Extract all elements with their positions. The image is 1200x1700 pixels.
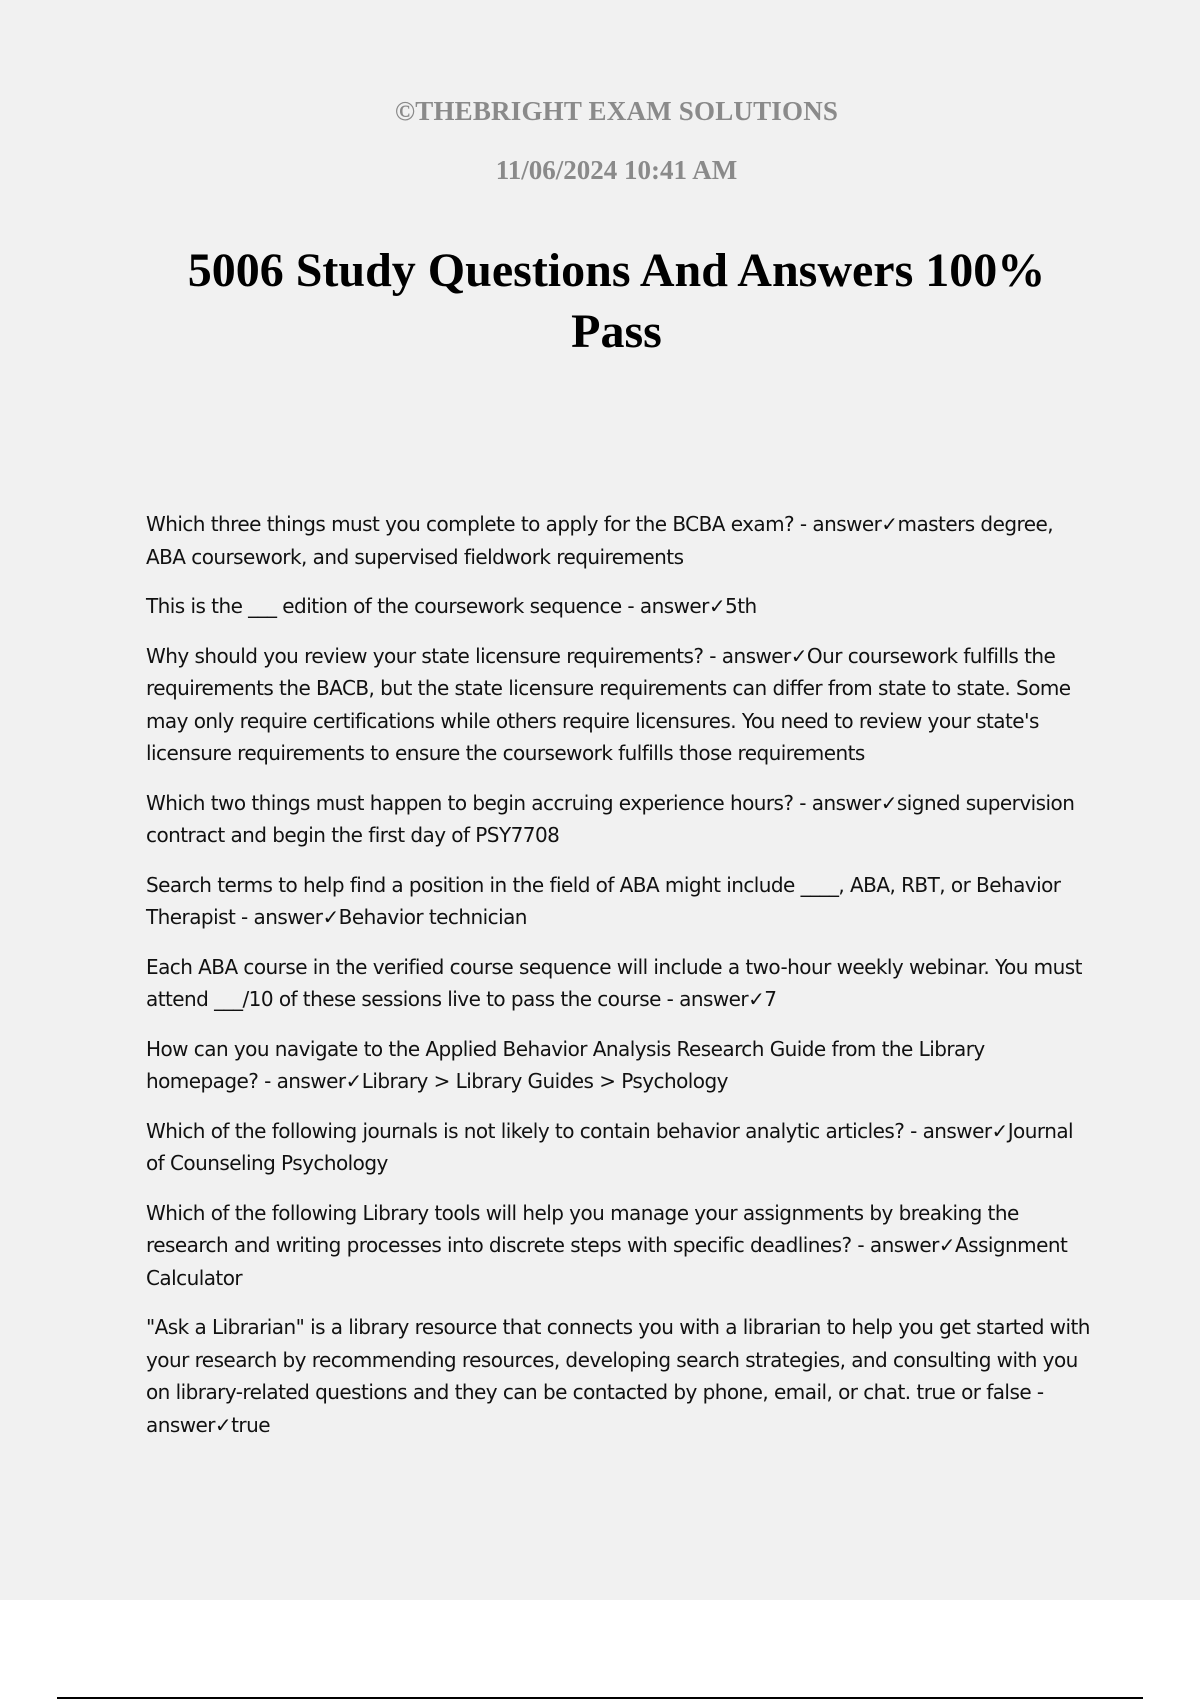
qa-item: This is the ___ edition of the coursework sequence - answer✓5th [146,594,757,618]
footer-divider [57,1697,1143,1699]
header-brand: ©THEBRIGHT EXAM SOLUTIONS [394,96,839,126]
qa-list [146,508,1096,1458]
qa-item: Which two things must happen to begin accruing experience hours? - answer✓signed supervision contract and begin the first day of PSY7708 [146,790,1075,847]
qa-item: Search terms to help find a position in the field of ABA might include ____, ABA, RBT, or Behavior Therapist - answer✓Behavior technician [146,872,1061,929]
qa-item: Which of the following Library tools will help you manage your assignments by breaking the research and writing processes into discrete steps with specific deadlines? - answer✓Assignment Calculator [146,1200,1068,1290]
document-title: 5006 Study Questions And Answers 100% Pass [187,244,1046,358]
qa-item: How can you navigate to the Applied Behavior Analysis Research Guide from the Library homepage? - answer✓Library > Library Guides > Psychology [146,1036,985,1093]
qa-item: "Ask a Librarian" is a library resource that connects you with a librarian to help you get started with your research by recommending resources, developing search strategies, and consulting with you on library-related questions and they can be contacted by phone, email, or chat. true or false - answer✓true [146,1315,1090,1437]
header-datetime: 11/06/2024 10:41 AM [495,155,738,185]
qa-item: Which of the following journals is not likely to contain behavior analytic articles? - answer✓Journal of Counseling Psychology [146,1118,1074,1175]
qa-item: Each ABA course in the verified course sequence will include a two-hour weekly webinar. You must attend ___/10 of these sessions live to pass the course - answer✓7 [146,954,1082,1011]
qa-item: Which three things must you complete to apply for the BCBA exam? - answer✓masters degree, ABA coursework, and supervised fieldwork requirements [146,512,1054,569]
qa-item: Why should you review your state licensure requirements? - answer✓Our coursework fulfills the requirements the BACB, but the state licensure requirements can differ from state to state. Some may only require certifications while others require licensures. You need to review your state's licensure requirements to ensure the coursework fulfills those requirements [146,643,1071,765]
